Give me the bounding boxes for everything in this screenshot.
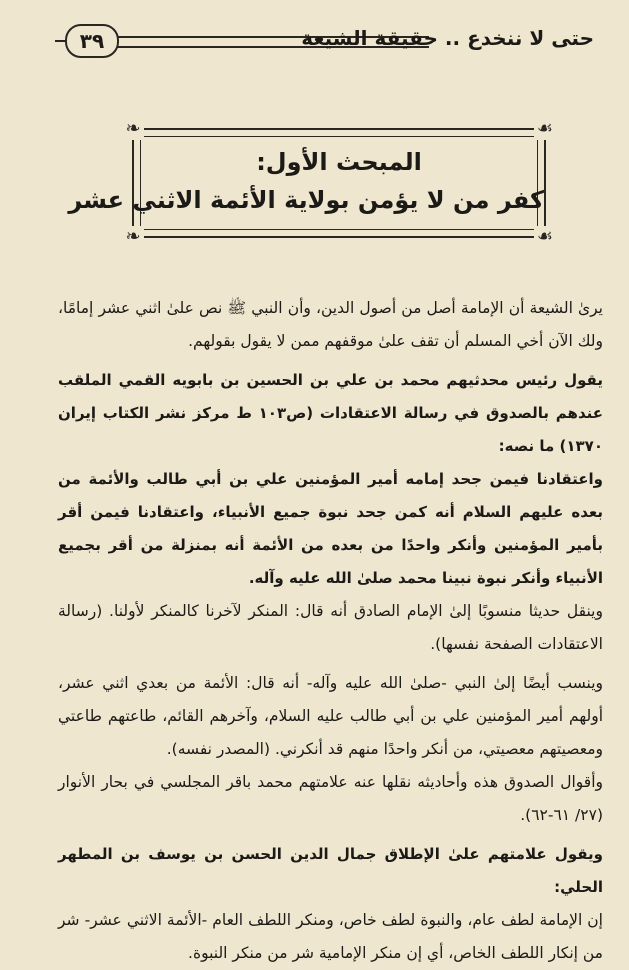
ornament-corner-icon: ❧ bbox=[122, 226, 144, 248]
ornament-corner-icon: ☙ bbox=[534, 118, 556, 140]
paragraph-hadith-2: وينسب أيضًا إلىٰ النبي -صلىٰ الله عليه وآله- أنه قال: الأئمة من بعدي اثني عشر، أولهم أمير المؤمنين علي بن أبي طالب عليه السلام، وآخرهم القائم، طاعتهم طاعتي ومعصيتهم معصيتي، من أنكر واحدًا منهم قد أنكرني. (المصدر نفسه). bbox=[58, 674, 603, 758]
paragraph-hilli-quote: إن الإمامة لطف عام، والنبوة لطف خاص، ومنكر اللطف العام -الأئمة الاثني عشر- شر من إنكار اللطف الخاص، أي إن منكر الإمامية شر من منكر النبوة. bbox=[58, 911, 603, 962]
ornament-corner-icon: ❧ bbox=[122, 118, 144, 140]
section-title-frame bbox=[68, 118, 554, 247]
body-text bbox=[58, 292, 603, 970]
page-header bbox=[55, 22, 594, 58]
paragraph-quote-intro: يقول رئيس محدثيهم محمد بن علي بن الحسين بن بابويه القمي الملقب عندهم بالصدوق في رسالة الاعتقادات (ص١٠٣ ط مركز نشر الكتاب إيران ١٣٧٠) ما نصه: bbox=[58, 371, 603, 455]
paragraph-hilli-intro: ويقول علامتهم علىٰ الإطلاق جمال الدين الحسن بن يوسف بن المطهر الحلي: bbox=[58, 845, 603, 896]
ornament-corner-icon: ☙ bbox=[534, 226, 556, 248]
section-subheading: كفر من لا يؤمن بولاية الأئمة الاثني عشر bbox=[68, 186, 544, 214]
paragraph-quote: واعتقادنا فيمن جحد إمامه أمير المؤمنين علي بن أبي طالب والأئمة من بعده عليهم السلام أنه كمن جحد نبوة جميع الأنبياء، واعتقادنا فيمن أقر بأمير المؤمنين وأنكر واحدًا من بعده من الأئمة أنه بمنزلة من أقر بجميع الأنبياء وأنكر نبوة نبينا محمد صلىٰ الله عليه وآله. bbox=[58, 470, 603, 587]
paragraph-hadith: وينقل حديثا منسوبًا إلىٰ الإمام الصادق أنه قال: المنكر لآخرنا كالمنكر لأولنا. (رسالة الاعتقادات الصفحة نفسها). bbox=[58, 602, 603, 653]
page-number: ٣٩ bbox=[65, 24, 119, 58]
paragraph-majlisi: وأقوال الصدوق هذه وأحاديثه نقلها عنه علامتهم محمد باقر المجلسي في بحار الأنوار (٢٧/ ٦١-٦٢). bbox=[58, 773, 603, 824]
paragraph-intro: يرىٰ الشيعة أن الإمامة أصل من أصول الدين، وأن النبي ﷺ نص علىٰ اثني عشر إمامًا، ولك الآن أخي المسلم أن تقف علىٰ موقفهم ممن لا يقول بقولهم. bbox=[58, 299, 603, 350]
section-heading: المبحث الأول: bbox=[256, 148, 422, 176]
running-title: حتى لا ننخدع .. حقيقة الشيعة bbox=[301, 26, 594, 50]
